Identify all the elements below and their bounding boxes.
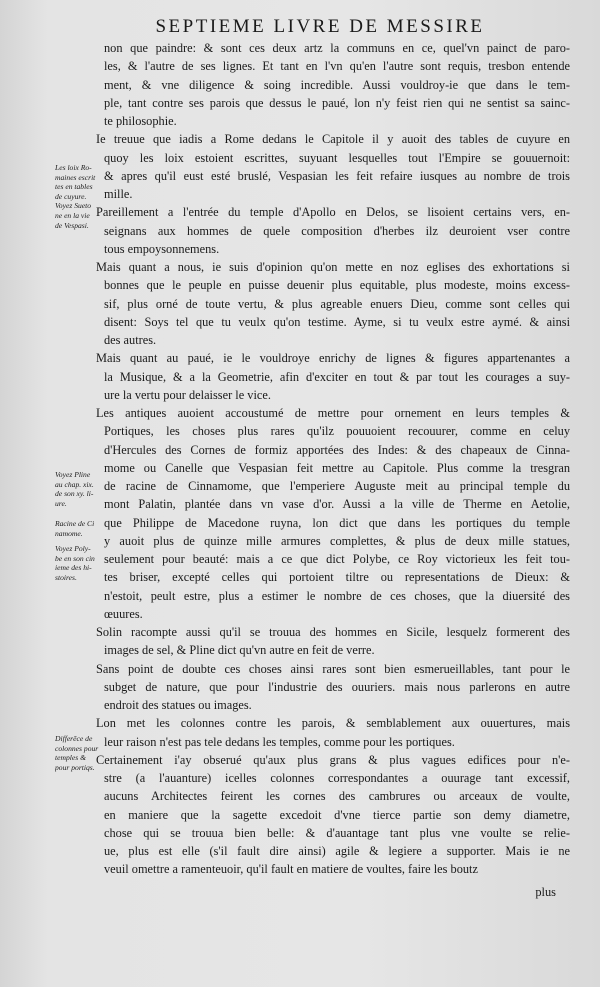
text-line: veuil omettre a ramenteuoir, qu'il fault en matiere de voultes, faire les boutz [104,862,478,877]
margin-note-line: temples & [55,753,87,763]
text-line: mont Palatin, plantée dans vn vase d'or. Aussi a la ville de Therme en Aetolie, [104,497,570,512]
margin-note-line: Les loix Ro- [55,163,92,172]
text-line: subget de nature, que pour l'industrie des ouuriers. mais nous parlerons en autre [104,679,570,694]
text-line: chose qui se trouua bien belle: & d'auantage tant plus vne voulte se relie- [104,825,570,840]
text-line: disent: Soys tel que tu veulx qu'on testime. Ayme, si tu veulx estre aymé. & ainsi [104,314,570,329]
text-line: bonnes que le peuple en puisse deuenir plus equitable, plus modeste, moins excess- [104,278,570,293]
text-line: œuures. [104,606,143,621]
margin-note-line: Differēce de [55,734,93,743]
text-line: la Musique, & a la Geometrie, afin d'exciter en tout & par tout les courages a suy- [104,369,570,384]
text-line: Solin racompte aussi qu'il se trouua des hommes en Sicile, lesquelz formerent des [96,625,570,639]
text-line: Mais quant au paué, ie le vouldroye enrichy de lignes & figures appartenantes a [96,351,570,366]
margin-note-pline [55,470,109,508]
margin-note-line: Voyez Poly- [55,544,91,553]
margin-note-line: pour portiqs. [55,762,95,772]
text-line: Mais quant a nous, ie suis d'opinion qu'on mette en noz eglises des exhortations si [96,260,570,274]
text-line: d'Hercules des Cornes de formiz apportées des Indes: & des chapeaux de Cinna- [104,442,570,457]
text-line: endroit des statues ou images. [104,698,252,712]
text-line: tes briser, excepté celles qui portoient tiltre ou representations de Dieux: & [104,570,570,585]
text-line: ment, & vne diligence & soing incredible. Aussi vouldroy-ie que dans le tem- [104,77,570,92]
text-line: stre (a l'auanture) icelles colonnes correspondantes a ouurage tant excessif, [104,771,570,785]
margin-note-line: ne en la vie [55,210,90,220]
text-line: ple, tant contre ses parois que dessus le paué, lon n'y feist rien qui ne sentist sa sainc- [104,95,570,110]
body-text [96,39,570,879]
text-line: de racine de Cinnamome, que l'emperiere Auguste meit au principal temple du [104,479,570,493]
running-title: SEPTIEME LIVRE DE MESSIRE [155,16,485,37]
text-line: images de sel, & Pline dict qu'vn autre en feit de verre. [104,643,375,658]
text-line: n'estoit, peult estre, plus a estimer le nombre de ces choses, que la diuersité des [104,588,570,603]
text-line: quoy les loix estoient escrittes, suyuant lesquelles tout l'Empire se gouuernoit: [104,150,570,165]
margin-note-line: Voyez Pline [55,470,91,479]
margin-note-line: Voyez Sueto [55,201,92,211]
text-line: que Philippe de Macedone ruyna, lon dict que dans les portiques du temple [104,515,570,530]
margin-note-line: Racine de Ci [55,519,95,528]
text-line: Ie treuue que iadis a Rome dedans le Capitole il y auoit des tables de cuyure en [96,132,570,147]
text-line: des autres. [104,333,157,347]
margin-note-line: tes en tables [55,182,93,192]
text-line: tous empoysonnemens. [104,241,220,256]
text-line: & apres qu'il eust esté bruslé, Vespasian les feit refaire iusques au nombre de trois [104,168,570,183]
text-line: les, & l'autre de ses lignes. Et tant en l'vn qu'en l'autre sont requis, tresbon entende [104,59,570,74]
text-line: y auoit plus de quinze mille armures complettes, & plus de deux mille statues, [104,533,570,548]
margin-note-line: de Vespasi. [55,220,89,230]
text-line: seulement pour beauté: mais a ce que dict Polybe, ce Roy victorieux les feit tou- [104,552,570,566]
text-line: aucuns Architectes feirent les cornes des cambrures ou arceaux de voulte, [104,789,570,804]
text-line: sif, plus orné de toute vertu, & plus agreable enuers Dieu, comme sont celles qui [104,296,570,311]
text-line: mille. [104,187,133,201]
text-line: mome ou Canelle que Vespasian feit mettre au Capitole. Plus comme la tresgran [104,460,570,475]
margin-note-line: de son xy. li- [55,489,94,499]
body-paragraphs [96,39,570,879]
text-line: Portiques, les choses plus rares qu'ilz pouuoient recouurer, comme en celuy [104,424,570,439]
catchword: plus [535,885,556,899]
text-line: te philosophie. [104,114,177,128]
running-header [0,0,600,38]
text-line: ure la vertu pour delaisser le vice. [104,387,271,402]
text-line: non que paindre: & sont ces deux artz la communs en ce, quel'vn painct de paro- [104,41,570,55]
text-line: ue, plus est elle (s'il fault dire ainsi) agile & legiere a supporter. Mais ie ne [104,844,570,858]
margin-note-racine [55,519,109,538]
margin-note-line: au chap. xix. [55,479,94,489]
text-line: Lon met les colonnes contre les parois, & semblablement aux ouuertures, mais [96,716,570,731]
margin-note-polybe [55,544,109,582]
text-line: Pareillement a l'entrée du temple d'Apollo en Delos, se lisoient certains vers, en- [96,205,570,220]
text-line: Certainement i'ay obserué qu'aux plus grans & plus vagues edifices pour n'e- [96,752,570,767]
margin-note-line: namome. [55,528,83,538]
margin-note-line: de cuyure. [55,191,87,201]
text-line: Sans point de doubte ces choses ainsi rares sont bien esmerueillables, tant pour le [96,661,570,676]
margin-note-line: maines escrit [55,172,96,182]
margin-note-line: colonnes pour [55,743,99,753]
text-line: leur raison n'est pas tele dedans les temples, comme pour les portiques. [104,734,455,749]
margin-note-line: ure. [55,498,67,508]
margin-note-line: be en son cin [55,553,95,563]
text-line: Les antiques auoient accoustumé de mettre pour ornement en leurs temples & [96,406,570,420]
text-line: seignans aux hommes de quele composition d'herbes ilz deuroient vser contre [104,223,570,238]
margin-note-line: ieme des hi- [55,563,92,573]
margin-note-line: stoires. [55,572,77,582]
text-line: en maniere que la sagette excedoit d'vne tierce partie son demy diametre, [104,807,570,822]
